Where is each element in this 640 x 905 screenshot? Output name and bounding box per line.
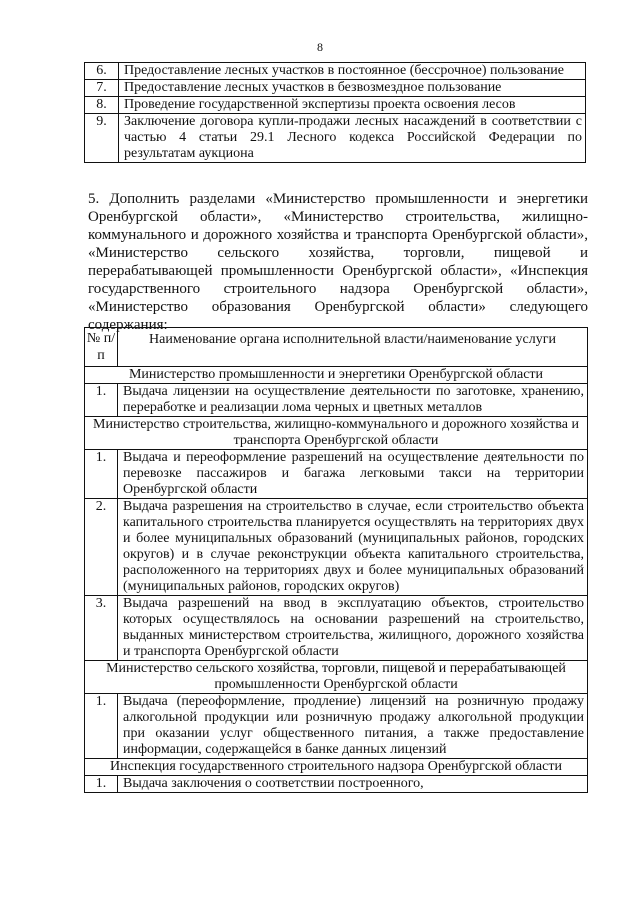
- table-row: [85, 80, 586, 97]
- row-number: 7.: [85, 80, 119, 97]
- table-row: [85, 450, 588, 499]
- table-row: [85, 596, 588, 661]
- new-sections-table: [84, 327, 588, 793]
- row-number: 1.: [85, 694, 118, 759]
- page-number: 8: [317, 40, 323, 54]
- section-title: Инспекция государственного строительного надзора Оренбургской области: [85, 759, 588, 776]
- service-name: Проведение государственной экспертизы проекта освоения лесов: [119, 97, 586, 114]
- row-number: 1.: [85, 450, 118, 499]
- service-name: Выдача лицензии на осуществление деятельности по заготовке, хранению, переработке и реализации лома черных и цветных металлов: [118, 384, 588, 417]
- table-row: [85, 114, 586, 163]
- table-row: [85, 776, 588, 793]
- services-table-continued: [84, 62, 586, 163]
- service-name: Предоставление лесных участков в постоянное (бессрочное) пользование: [119, 63, 586, 80]
- row-number: 2.: [85, 499, 118, 596]
- service-name: Выдача (переоформление, продление) лицензий на розничную продажу алкогольной продукции или розничную продажу алкогольной продукции при оказании услуг общественного питания, а также предоставление информации, содержащейся в банке данных лицензий: [118, 694, 588, 759]
- service-name: Выдача разрешения на строительство в случае, если строительство объекта капитального строительства планируется осуществлять на территориях двух и более муниципальных образований (муниципальных районов, городских округов) и в случае реконструкции объекта капитального строительства, расположенного на территориях двух и более муниципальных образований (муниципальных районов, городских округов): [118, 499, 588, 596]
- table-row: [85, 97, 586, 114]
- table-header-row: [85, 328, 588, 367]
- column-header-title: Наименование органа исполнительной власти/наименование услуги: [118, 328, 588, 367]
- section-title: Министерство строительства, жилищно-коммунального и дорожного хозяйства и транспорта Оренбургской области: [85, 417, 588, 450]
- row-number: 1.: [85, 776, 118, 793]
- section-title: Министерство промышленности и энергетики Оренбургской области: [85, 367, 588, 384]
- table-row: [85, 63, 586, 80]
- table-row: [85, 694, 588, 759]
- section-header-row: [85, 759, 588, 776]
- service-name: Выдача разрешений на ввод в эксплуатацию объектов, строительство которых осуществлялось на основании разрешений на строительство, выданных министерством строительства, жилищного, дорожного хозяйства и транспорта Оренбургской области: [118, 596, 588, 661]
- row-number: 6.: [85, 63, 119, 80]
- row-number: 8.: [85, 97, 119, 114]
- table-row: [85, 384, 588, 417]
- row-number: 1.: [85, 384, 118, 417]
- amendment-paragraph: 5. Дополнить разделами «Министерство промышленности и энергетики Оренбургской области», «Министерство строительства, жилищно-коммунального и дорожного хозяйства и транспорта Оренбургской области», «Министерство сельского хозяйства, торговли, пищевой и перерабатывающей промышленности Оренбургской области», «Инспекция государственного строительного надзора Оренбургской области», «Министерство образования Оренбургской области» следующего содержания:: [88, 191, 588, 333]
- service-name: Предоставление лесных участков в безвозмездное пользование: [119, 80, 586, 97]
- section-header-row: [85, 661, 588, 694]
- service-name: Заключение договора купли-продажи лесных насаждений в соответствии с частью 4 статьи 29.1 Лесного кодекса Российской Федерации по результатам аукциона: [119, 114, 586, 163]
- table-row: [85, 499, 588, 596]
- row-number: 9.: [85, 114, 119, 163]
- row-number: 3.: [85, 596, 118, 661]
- section-header-row: [85, 417, 588, 450]
- service-name: Выдача и переоформление разрешений на осуществление деятельности по перевозке пассажиров и багажа легковыми такси на территории Оренбургской области: [118, 450, 588, 499]
- section-header-row: [85, 367, 588, 384]
- column-header-number: № п/п: [85, 328, 118, 367]
- section-title: Министерство сельского хозяйства, торговли, пищевой и перерабатывающей промышленности Оренбургской области: [85, 661, 588, 694]
- service-name: Выдача заключения о соответствии построенного,: [118, 776, 588, 793]
